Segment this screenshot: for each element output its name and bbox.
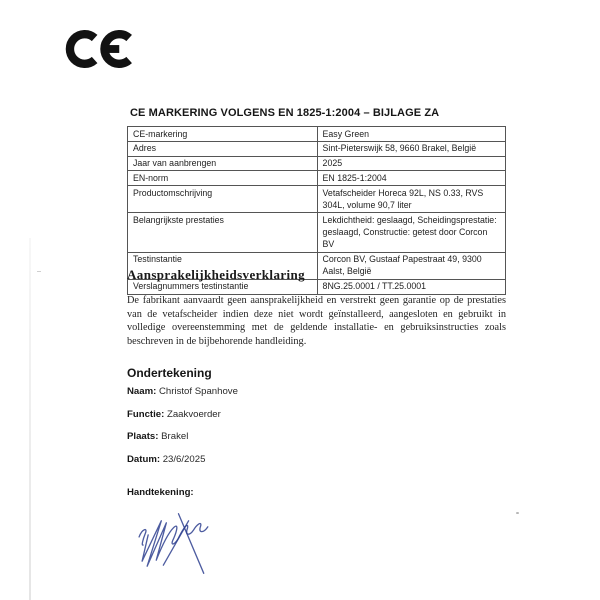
field-handtekening bbox=[127, 487, 194, 498]
row-value: Lekdichtheid: geslaagd, Scheidingsprestatie: geslaagd, Constructie: getest door Corcon BV bbox=[317, 213, 505, 252]
scan-speck bbox=[516, 512, 519, 514]
table-row-productomschrijving bbox=[128, 186, 506, 213]
field-label: Datum: bbox=[127, 454, 161, 465]
row-value: Sint-Pieterswijk 58, 9660 Brakel, België bbox=[317, 141, 505, 156]
table-row-en-norm bbox=[128, 171, 506, 186]
scan-speck bbox=[37, 271, 41, 272]
table-row-ce-markering bbox=[128, 127, 506, 142]
field-label: Plaats: bbox=[127, 431, 159, 442]
row-value: EN 1825-1:2004 bbox=[317, 171, 505, 186]
ce-logo-icon bbox=[64, 24, 138, 74]
row-label: Verslagnummers testinstantie bbox=[128, 279, 318, 294]
signature-scribble bbox=[132, 506, 228, 580]
field-value: Brakel bbox=[161, 431, 189, 442]
field-label: Functie: bbox=[127, 409, 165, 420]
scan-artifact-line bbox=[29, 238, 31, 600]
table-row-adres bbox=[128, 141, 506, 156]
signing-heading: Ondertekening bbox=[127, 366, 212, 380]
row-value: 2025 bbox=[317, 156, 505, 171]
liability-heading: Aansprakelijkheidsverklaring bbox=[127, 267, 306, 282]
row-value: Vetafscheider Horeca 92L, NS 0.33, RVS 304L, volume 90,7 liter bbox=[317, 186, 505, 213]
table-row-prestaties bbox=[128, 213, 506, 252]
field-plaats bbox=[127, 431, 188, 442]
row-label: Productomschrijving bbox=[128, 186, 318, 213]
liability-paragraph: De fabrikant aanvaardt geen aansprakelijkheid en verstrekt geen garantie op de prestaties van de vetafscheider indien deze niet wordt geïnstalleerd, aangesloten en gebruikt in volledige overeenstemming met de geldende installatie- en gebruiksinstructies zoals beschreven in de bijbehorende handleiding. bbox=[127, 295, 506, 347]
field-label: Naam: bbox=[127, 386, 157, 397]
document-title: CE MARKERING VOLGENS EN 1825-1:2004 – BIJLAGE ZA bbox=[130, 107, 440, 119]
row-value: Easy Green bbox=[317, 127, 505, 142]
field-naam bbox=[127, 386, 238, 397]
row-label: EN-norm bbox=[128, 171, 318, 186]
row-label: Belangrijkste prestaties bbox=[128, 213, 318, 252]
row-label: CE-markering bbox=[128, 127, 318, 142]
field-datum bbox=[127, 454, 205, 465]
row-label: Adres bbox=[128, 141, 318, 156]
row-label: Testinstantie bbox=[128, 252, 318, 279]
field-label: Handtekening: bbox=[127, 487, 194, 498]
row-label: Jaar van aanbrengen bbox=[128, 156, 318, 171]
row-value: 8NG.25.0001 / TT.25.0001 bbox=[317, 279, 505, 294]
field-value: Christof Spanhove bbox=[159, 386, 238, 397]
row-value: Corcon BV, Gustaaf Papestraat 49, 9300 Aalst, België bbox=[317, 252, 505, 279]
field-functie bbox=[127, 409, 221, 420]
table-row-jaar bbox=[128, 156, 506, 171]
field-value: 23/6/2025 bbox=[162, 454, 206, 465]
field-value: Zaakvoerder bbox=[166, 409, 221, 420]
